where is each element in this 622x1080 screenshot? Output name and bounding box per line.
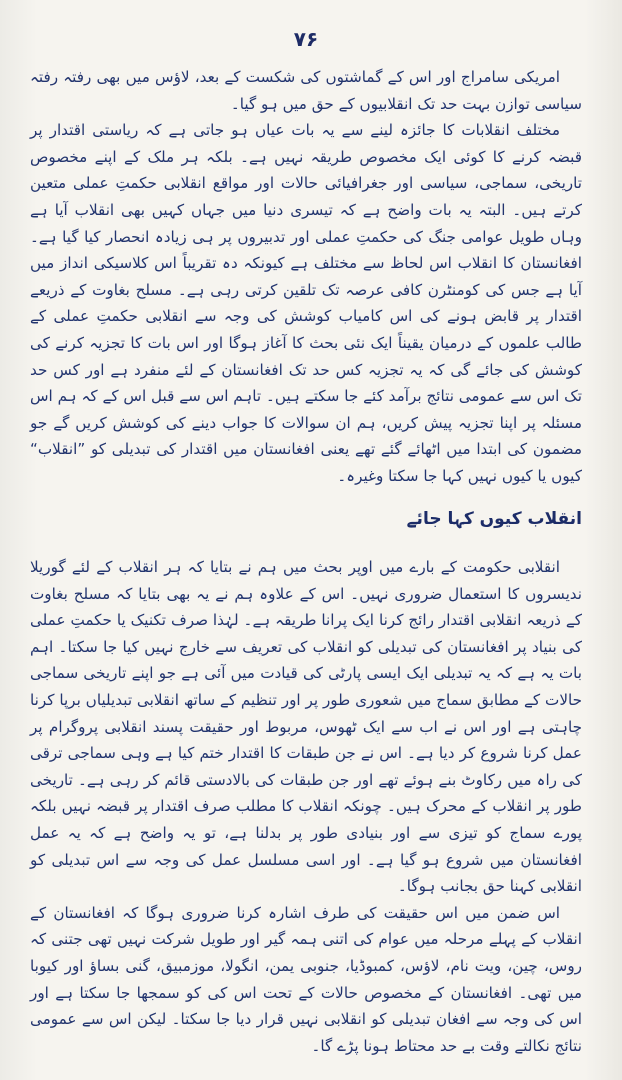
page-body	[30, 64, 582, 1059]
page-number: ۷۶	[293, 27, 319, 51]
paragraph: امریکی سامراج اور اس کے گماشتوں کی شکست کے بعد، لاؤس میں بھی رفتہ رفتہ سیاسی توازن بہت حد تک انقلابیوں کے حق میں ہو گیا۔	[30, 68, 582, 113]
paragraph: انقلابی حکومت کے بارے میں اوپر بحث میں ہم نے بتایا کہ ہر انقلاب کے لئے گوریلا ندیسروں کا استعمال ضروری نہیں۔ اس کے علاوہ ہم نے یہ بھی بتایا کہ مسلح بغاوت کے ذریعہ انقلابی اقتدار رائج کرنا ایک پرانا طریقہ ہے۔ لہٰذا صرف تکنیک یا حکمتِ عملی کی بنیاد پر افغانستان کی تبدیلی کو انقلاب کی تعریف سے خارج نہیں کیا جا سکتا۔ اہم بات یہ ہے کہ یہ تبدیلی ایک ایسی پارٹی کی قیادت میں آئی ہے جو اپنے تاریخی سماجی حالات کے مطابق سماج میں شعوری طور پر اور تنظیم کے ساتھ انقلابی تبدیلیاں برپا کرنا چاہتی ہے اور اس نے اب سے ایک ٹھوس، مربوط اور حقیقت پسند انقلابی پروگرام پر عمل کرنا شروع کر دیا ہے۔ اس نے جن طبقات کا اقتدار ختم کیا ہے وہی سماجی ترقی کی راہ میں رکاوٹ بنے ہوئے تھے اور جن طبقات کی بالادستی قائم کر رہی ہے۔ تاریخی طور پر انقلاب کے محرک ہیں۔ چونکہ انقلاب کا مطلب صرف اقتدار پر قبضہ نہیں بلکہ پورے سماج کو تیزی سے اور بنیادی طور پر بدلنا ہے، تو یہ واضح ہے کہ یہ عمل افغانستان میں شروع ہو گیا ہے۔ اور اسی مسلسل عمل کی وجہ سے اس تبدیلی کو انقلابی کہنا حق بجانب ہوگا۔	[30, 558, 582, 896]
section-heading: انقلاب کیوں کہا جائے	[406, 508, 582, 529]
paragraph: اس ضمن میں اس حقیقت کی طرف اشارہ کرنا ضروری ہوگا کہ افغانستان کے انقلاب کے پہلے مرحلہ میں عوام کی اتنی ہمہ گیر اور طویل شرکت نہیں تھی جتنی کہ روس، چین، ویت نام، لاؤس، کمبوڈیا، جنوبی یمن، انگولا، موزمبیق، گنی بساؤ اور کیوبا میں تھی۔ افغانستان کے مخصوص حالات کے تحت اس کی کو سمجھا جا سکتا ہے اور اس کی وجہ سے افغان تبدیلی کو انقلابی نہیں قرار دیا جا سکتا۔ لیکن اس سے عمومی نتائج نکالتے وقت بے حد محتاط ہونا پڑے گا۔	[30, 903, 582, 1055]
paragraph: مختلف انقلابات کا جائزہ لینے سے یہ بات عیاں ہو جاتی ہے کہ ریاستی اقتدار پر قبضہ کرنے کا کوئی ایک مخصوص طریقہ نہیں ہے۔ بلکہ ہر ملک کے اپنے مخصوص تاریخی، سماجی، سیاسی اور جغرافیائی حالات اور مواقع انقلابی حکمتِ عملی متعین کرتے ہیں۔ البتہ یہ بات واضح ہے کہ تیسری دنیا میں جہاں کہیں بھی انقلاب آیا ہے وہاں طویل عوامی جنگ کی حکمتِ عملی اور تدبیروں پر ہی زیادہ انحصار کیا گیا ہے۔ افغانستان کا انقلاب اس لحاظ سے مختلف ہے کیونکہ دہ تقریباً اس کلاسیکی انداز میں آیا ہے جس کی کومنٹرن کافی عرصہ تک تلقین کرتی رہی ہے۔ مسلح بغاوت کے ذریعے اقتدار پر قابض ہونے کی اس کامیاب کوشش کی وجہ سے انقلابی حکمتِ عملی کے طالب علموں کے درمیان یقیناً ایک نئی بحث کا آغاز ہوگا اور اس بات کا تجزیہ کرنے کی کوشش کی جائے گی کہ یہ تجزیہ کس حد تک افغانستان کے لئے منفرد ہے اور کس حد تک اس سے عمومی نتائج برآمد کئے جا سکتے ہیں۔ تاہم اس سے قبل اس کے کہ ہم اس مسئلہ پر اپنا تجزیہ پیش کریں، ہم ان سوالات کا جواب دینے کی کوشش کریں گے جو مضمون کی ابتدا میں اٹھائے گئے تھے یعنی افغانستان میں اقتدار کی تبدیلی کو ”انقلاب“ کیوں یا کیوں نہیں کہا جا سکتا وغیرہ۔	[30, 121, 582, 485]
